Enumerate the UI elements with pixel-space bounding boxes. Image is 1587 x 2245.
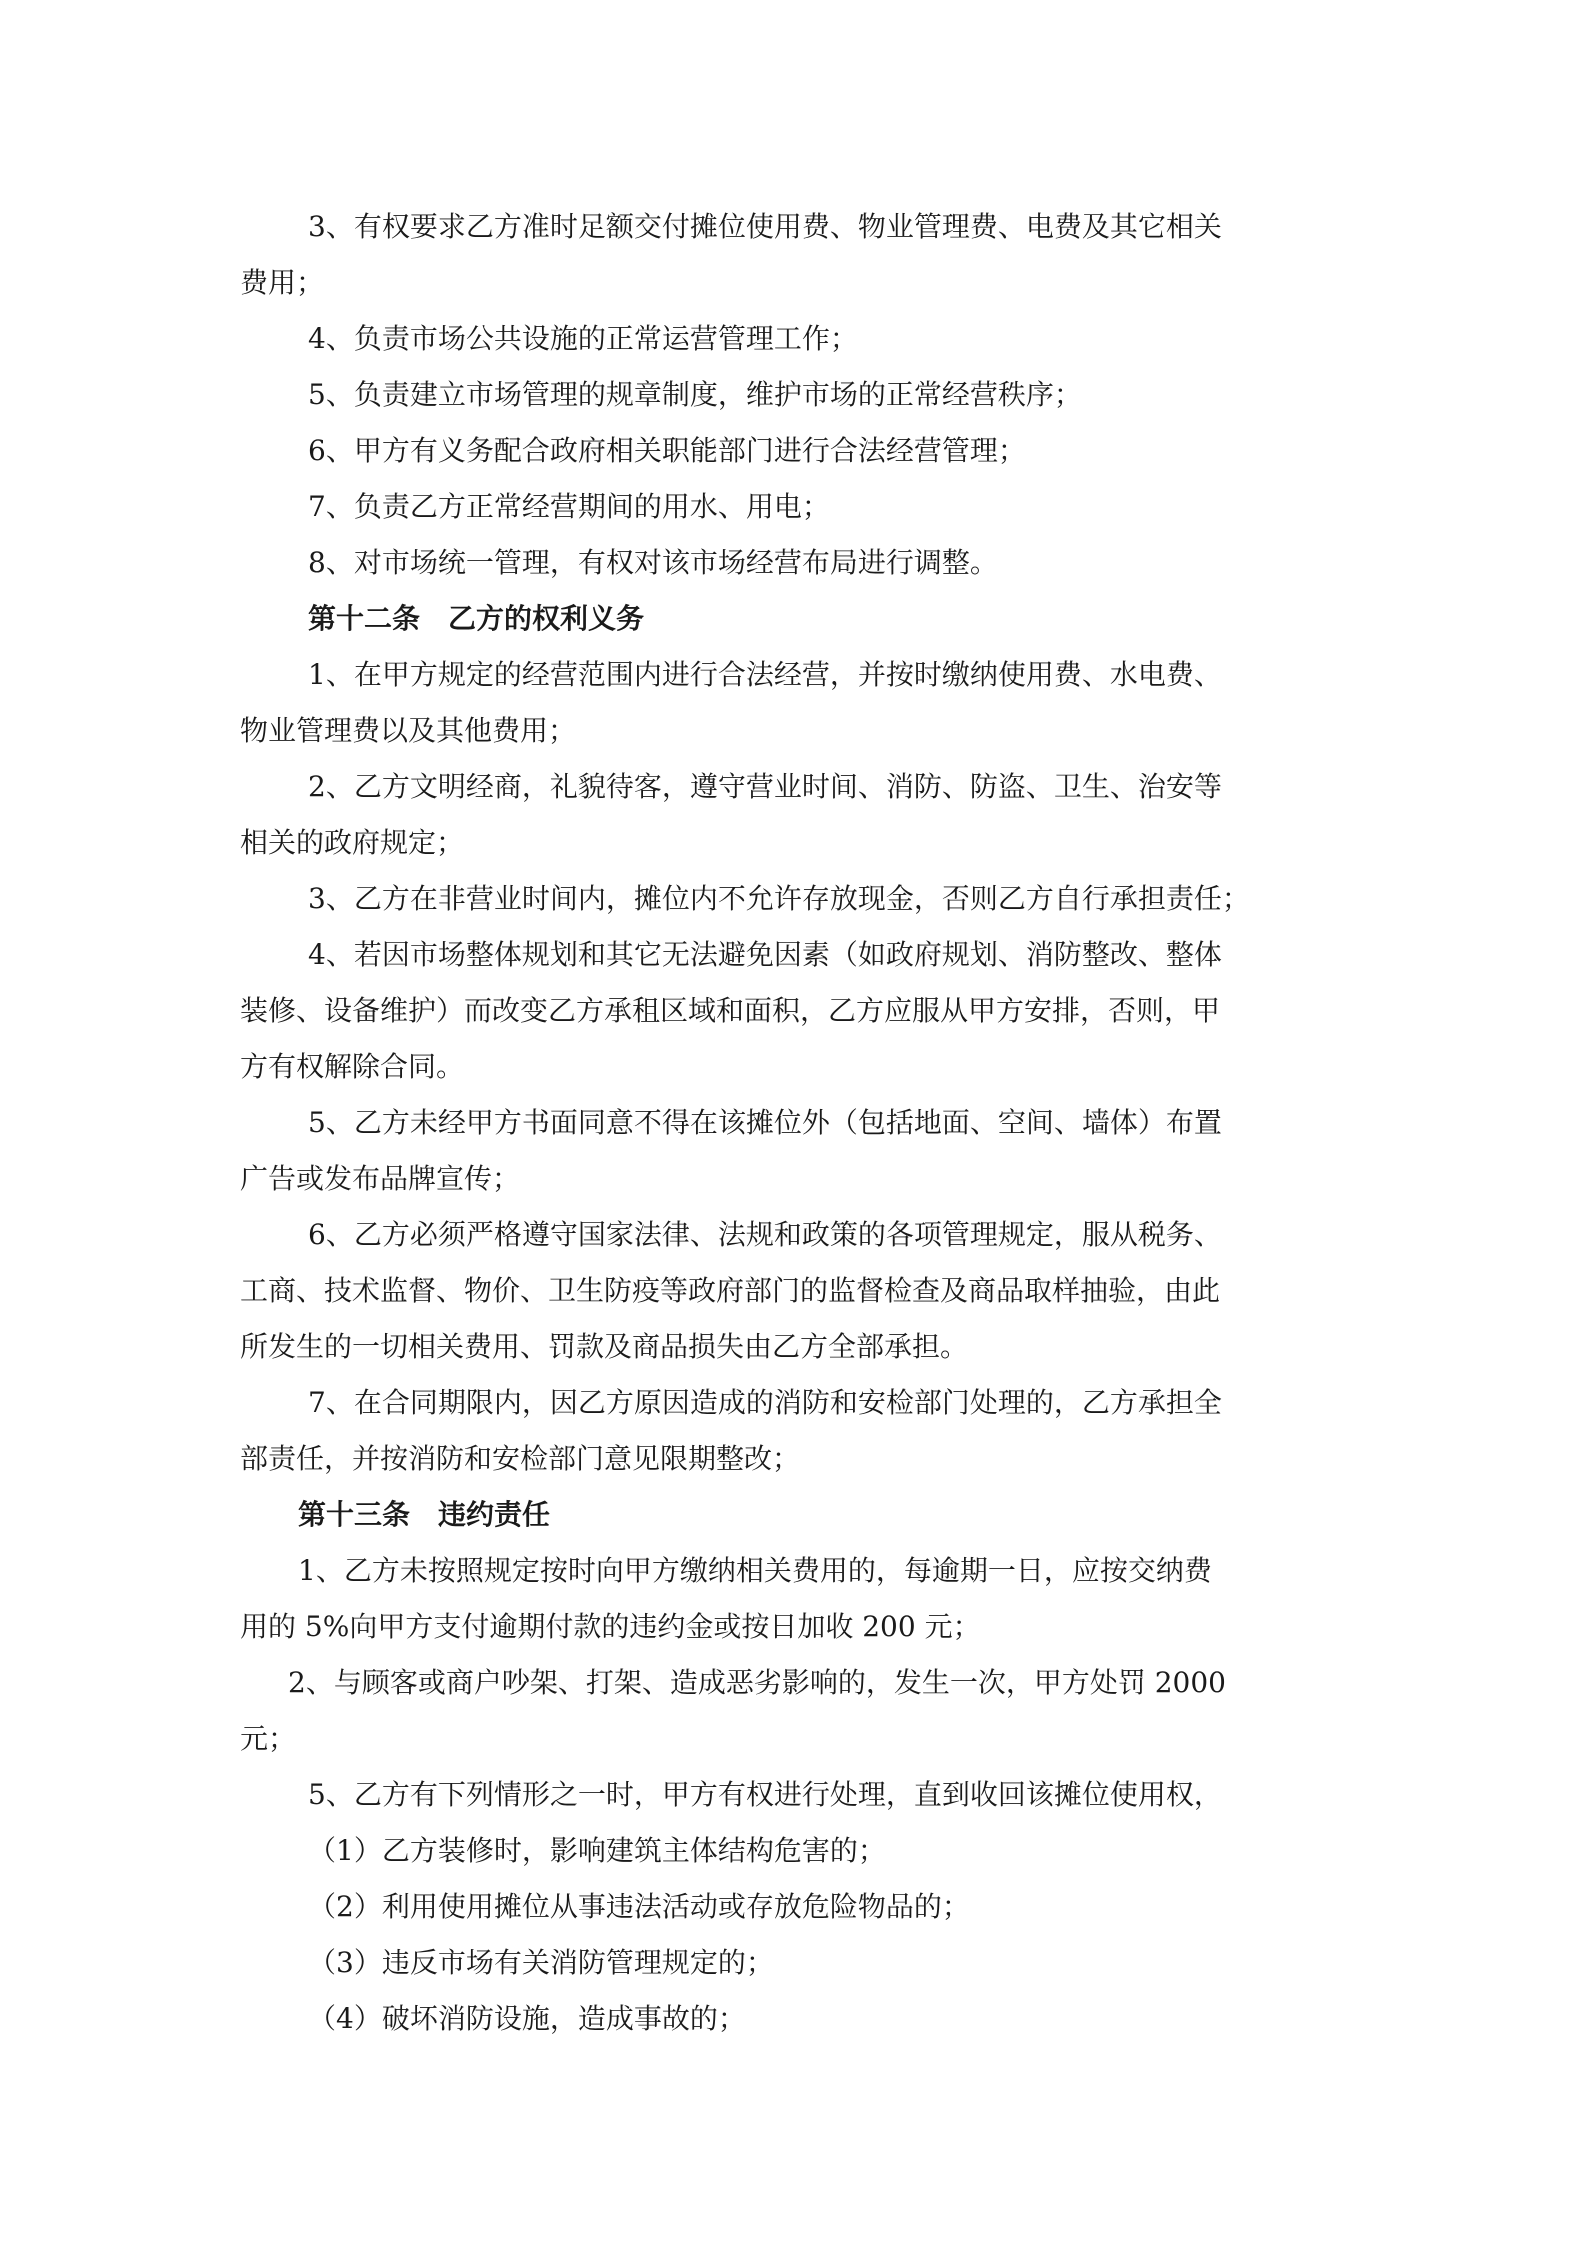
text-line: （2）利用使用摊位从事违法活动或存放危险物品的； — [308, 1890, 970, 1923]
text-line: 6、甲方有义务配合政府相关职能部门进行合法经营管理； — [308, 434, 1026, 467]
text-line: 3、乙方在非营业时间内，摊位内不允许存放现金，否则乙方自行承担责任； — [308, 882, 1250, 915]
text-line: 所发生的一切相关费用、罚款及商品损失由乙方全部承担。 — [240, 1330, 969, 1363]
section-heading: 第十二条 乙方的权利义务 — [308, 602, 645, 635]
text-line: 4、负责市场公共设施的正常运营管理工作； — [308, 322, 858, 355]
text-line: 方有权解除合同。 — [240, 1050, 465, 1083]
text-line: 7、负责乙方正常经营期间的用水、用电； — [308, 490, 830, 523]
text-line: 5、乙方有下列情形之一时，甲方有权进行处理，直到收回该摊位使用权， — [308, 1778, 1222, 1811]
text-line: 3、有权要求乙方准时足额交付摊位使用费、物业管理费、电费及其它相关 — [308, 210, 1222, 243]
text-line: 工商、技术监督、物价、卫生防疫等政府部门的监督检查及商品取样抽验，由此 — [240, 1274, 1221, 1307]
text-line: 装修、设备维护）而改变乙方承租区域和面积，乙方应服从甲方安排，否则，甲 — [240, 994, 1221, 1027]
text-line: 物业管理费以及其他费用； — [240, 714, 577, 747]
text-line: 6、乙方必须严格遵守国家法律、法规和政策的各项管理规定，服从税务、 — [308, 1218, 1222, 1251]
text-line: 7、在合同期限内，因乙方原因造成的消防和安检部门处理的，乙方承担全 — [308, 1386, 1222, 1419]
text-line: 元； — [240, 1722, 297, 1755]
text-line: 5、负责建立市场管理的规章制度，维护市场的正常经营秩序； — [308, 378, 1082, 411]
text-line: 5、乙方未经甲方书面同意不得在该摊位外（包括地面、空间、墙体）布置 — [308, 1106, 1222, 1139]
text-line: 费用； — [240, 266, 325, 299]
text-line: 2、与顾客或商户吵架、打架、造成恶劣影响的，发生一次，甲方处罚 2000 — [288, 1666, 1226, 1699]
text-line: 用的 5%向甲方支付逾期付款的违约金或按日加收 200 元； — [240, 1610, 981, 1643]
text-line: 相关的政府规定； — [240, 826, 465, 859]
text-line: 4、若因市场整体规划和其它无法避免因素（如政府规划、消防整改、整体 — [308, 938, 1222, 971]
text-line: （4）破坏消防设施，造成事故的； — [308, 2002, 746, 2035]
section-heading: 第十三条 违约责任 — [298, 1498, 551, 1531]
text-line: 部责任，并按消防和安检部门意见限期整改； — [240, 1442, 801, 1475]
text-line: 2、乙方文明经商，礼貌待客，遵守营业时间、消防、防盗、卫生、治安等 — [308, 770, 1222, 803]
text-line: 1、在甲方规定的经营范围内进行合法经营，并按时缴纳使用费、水电费、 — [308, 658, 1222, 691]
text-line: 8、对市场统一管理，有权对该市场经营布局进行调整。 — [308, 546, 998, 579]
text-line: 1、乙方未按照规定按时向甲方缴纳相关费用的，每逾期一日，应按交纳费 — [298, 1554, 1212, 1587]
text-line: 广告或发布品牌宣传； — [240, 1162, 521, 1195]
text-line: （1）乙方装修时，影响建筑主体结构危害的； — [308, 1834, 886, 1867]
text-line: （3）违反市场有关消防管理规定的； — [308, 1946, 774, 1979]
